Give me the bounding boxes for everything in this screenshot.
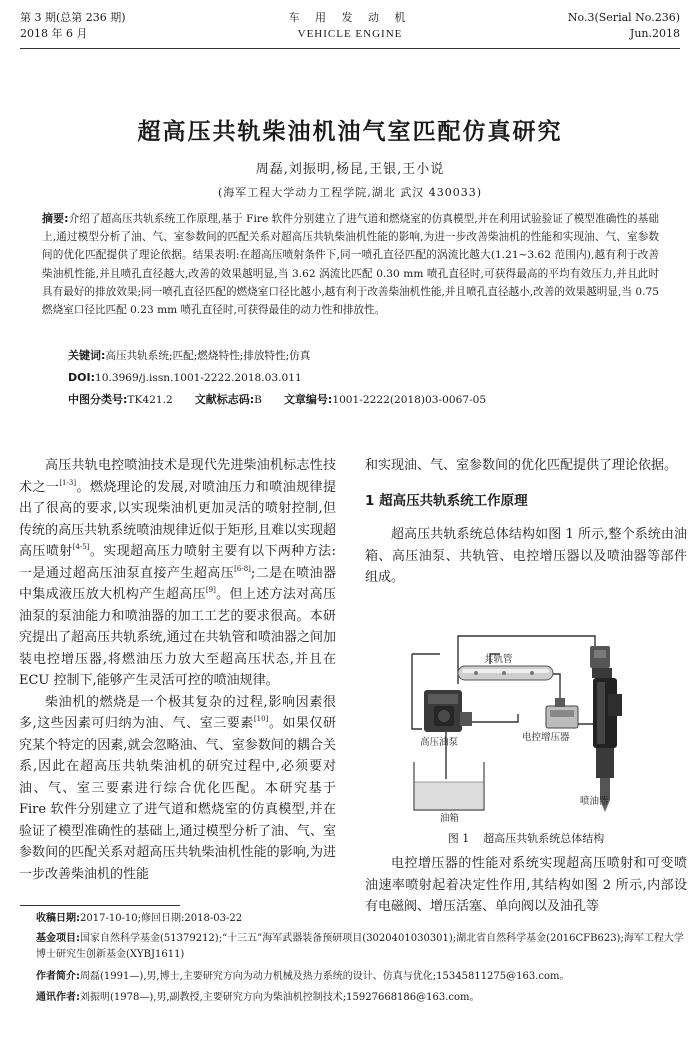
doi-label: DOI: xyxy=(68,371,95,384)
citation: [6-8] xyxy=(234,564,251,573)
date-cn: 2018 年 6 月 xyxy=(20,27,88,40)
common-rail xyxy=(458,666,553,680)
corr-label: 通讯作者: xyxy=(36,992,80,1003)
date-en: Jun.2018 xyxy=(629,27,680,40)
text-run: 。如果仅研究某个特定的因素,就会忽略油、气、室参数间的耦合关系,因此在超高压共轨柴油机的研究过程中,必须要对油、气、室三要素进行综合优化匹配。本研究基于 Fire 软件分别建立了进气道和燃烧室的仿真模型,并在验证了模型准确性的基础上,通过模型分析了油、气、室参数间的匹配关系对超高压共轨柴油机性能的影响,为进一步改善柴油机的性能 xyxy=(19,716,336,882)
label-rail: 共轨管 xyxy=(484,654,513,665)
abstract-text: 介绍了超高压共轨系统工作原理,基于 Fire 软件分别建立了进气道和燃烧室的仿真模型,并在利用试验验证了模型准确性的基础上,通过模型分析了油、气、室参数间的匹配关系对超高压共轨柴油机性能的影响,为进一步改善柴油机的性能和实现油、气、室参数间的优化匹配提供了理论依据。结果表明:在超高压喷射条件下,同一喷孔直径匹配的涡流比越大(1.21~3.62 范围内),越有利于改善柴油机性能,并且喷孔直径越大,改善的效果越明显,当 3.62 涡流比匹配 0.30 mm 喷孔直径时,可获得最高的平均有效压力,并且此时具有最好的排放效果;同一喷孔直径匹配的燃烧室口径比越小,越有利于改善柴油机性能,并且喷孔直径越小,改善的效果越明显,当 0.75 燃烧室口径比匹配 0.23 mm 喷孔直径时,可获得最佳的动力性和排放性。 xyxy=(42,213,659,317)
figure-number: 图 1 xyxy=(447,832,470,845)
footnote-rule xyxy=(20,905,180,906)
header-right xyxy=(568,10,680,42)
citation: [1-3] xyxy=(59,478,77,487)
pump-to-rail-line xyxy=(470,714,518,722)
corr-text: 刘振明(1978—),男,副教授,主要研究方向为柴油机控制技术;15927668186@163.com。 xyxy=(80,992,480,1003)
text-run: 柴油机的燃烧是一个极其复杂的过程,影响因素很多,这些因素可归纳为油、气、室三要素 xyxy=(19,694,336,731)
citation: [4-5] xyxy=(72,543,90,551)
intro-paragraph-2 xyxy=(19,692,336,886)
label-tank: 油箱 xyxy=(440,813,460,824)
author-label: 作者简介: xyxy=(36,971,80,982)
citation: [9] xyxy=(205,586,216,594)
paper-title: 超高压共轨柴油机油气室匹配仿真研究 xyxy=(137,119,563,145)
classification xyxy=(68,392,486,408)
clc-value: TK421.2 xyxy=(127,394,173,406)
author-text: 周磊(1991—),男,博士,主要研究方向为动力机械及热力系统的设计、仿真与优化;15345811275@163.com。 xyxy=(80,971,570,982)
issue-en: No.3(Serial No.236) xyxy=(567,11,680,24)
text-run: 。但上述方法对高压油泵的泵油能力和喷油器的加工工艺的要求很高。本研究提出了超高压共轨系统,通过在共轨管和喷油器之间加装电控增压器,将燃油压力放大至超高压状态,并且在 ECU 控制下,能够产生灵活可控的喷油规律。 xyxy=(19,587,336,688)
abstract-label: 摘要: xyxy=(42,212,69,225)
footnote-fund xyxy=(36,931,686,963)
intro-paragraph-1 xyxy=(19,455,336,692)
body-right-column-lower xyxy=(365,853,687,918)
intensifier xyxy=(546,698,578,728)
body-left-column xyxy=(19,455,336,885)
keywords-text: 高压共轨系统;匹配;燃烧特性;排放特性;仿真 xyxy=(105,350,311,362)
fuel-tank xyxy=(414,762,484,810)
affiliation: (海军工程大学动力工程学院,湖北 武汉 430033) xyxy=(217,186,483,199)
doi-text: 10.3969/j.issn.1001-2222.2018.03.011 xyxy=(94,372,302,384)
issue-cn: 第 3 期(总第 236 期) xyxy=(20,11,126,24)
text-run: 高压共轨电控喷油技术是现代先进柴油机标志性技术之一 xyxy=(19,458,336,495)
dates-text: 2017-10-10;修回日期:2018-03-22 xyxy=(80,913,243,924)
doc-code-label: 文献标志码: xyxy=(194,393,255,406)
abstract xyxy=(42,210,659,319)
clc-label: 中图分类号: xyxy=(68,393,128,406)
running-header xyxy=(20,10,680,50)
fund-label: 基金项目: xyxy=(36,933,80,944)
return-line xyxy=(412,654,422,729)
citation: [10] xyxy=(253,715,269,723)
body-right-column xyxy=(365,455,687,589)
article-no-value: 1001-2222(2018)03-0067-05 xyxy=(332,394,487,406)
label-pump: 高压油泵 xyxy=(420,737,459,748)
header-rule xyxy=(20,48,680,49)
fund-text: 国家自然科学基金(51379212);“十三五”海军武器装备预研项目(3020401030301);湖北省自然科学基金(2016CFB623);海军工程大学博士研究生创新基金(XYBJ1611) xyxy=(36,933,684,960)
figure-title: 超高压共轨系统总体结构 xyxy=(483,832,605,845)
dates-label: 收稿日期: xyxy=(36,913,80,924)
doc-code-value: B xyxy=(254,394,262,406)
high-pressure-pump xyxy=(424,690,472,732)
figure-1-system-diagram xyxy=(400,614,690,826)
section1-paragraph-2: 电控增压器的性能对系统实现超高压喷射和可变喷油速率喷射起着决定性作用,其结构如图 2 所示,内部设有电磁阀、增压活塞、单向阀以及油孔等 xyxy=(365,856,687,914)
label-injector: 喷油器 xyxy=(580,796,609,807)
journal-en: VEHICLE ENGINE xyxy=(297,28,403,40)
doi xyxy=(68,370,302,386)
section1-paragraph-1: 超高压共轨系统总体结构如图 1 所示,整个系统由油箱、高压油泵、共轨管、电控增压器以及喷油器等部件组成。 xyxy=(365,527,687,585)
text-run: 。燃烧理论的发展,对喷油压力和喷油规律提出了很高的要求,以实现柴油机更加灵活的喷射控制,但传统的高压共轨系统喷油规律近似于矩形,且难以实现超高压喷射 xyxy=(19,479,336,559)
injector xyxy=(590,646,622,812)
section-heading-1: 1 超高压共轨系统工作原理 xyxy=(365,492,528,509)
text-run: 。实现超高压力喷射主要有以下两种方法:一是通过超高压油泵直接产生超高压 xyxy=(19,544,336,581)
footnote-corresponding xyxy=(36,990,686,1006)
authors: 周磊,刘振明,杨昆,王银,王小说 xyxy=(255,162,445,177)
continued-paragraph: 和实现油、气、室参数间的优化匹配提供了理论依据。 xyxy=(365,458,678,473)
footnote-dates xyxy=(36,911,686,927)
keywords-label: 关键词: xyxy=(68,349,106,362)
label-intensifier: 电控增压器 xyxy=(522,732,570,743)
footnote-author xyxy=(36,969,686,985)
keywords xyxy=(68,348,310,364)
article-no-label: 文章编号: xyxy=(283,393,333,406)
journal-cn: 车 用 发 动 机 xyxy=(288,11,412,24)
text-run: ;二是在喷油器中集成液压放大机构产生超高压 xyxy=(19,565,336,602)
figure-1-caption xyxy=(365,830,687,846)
